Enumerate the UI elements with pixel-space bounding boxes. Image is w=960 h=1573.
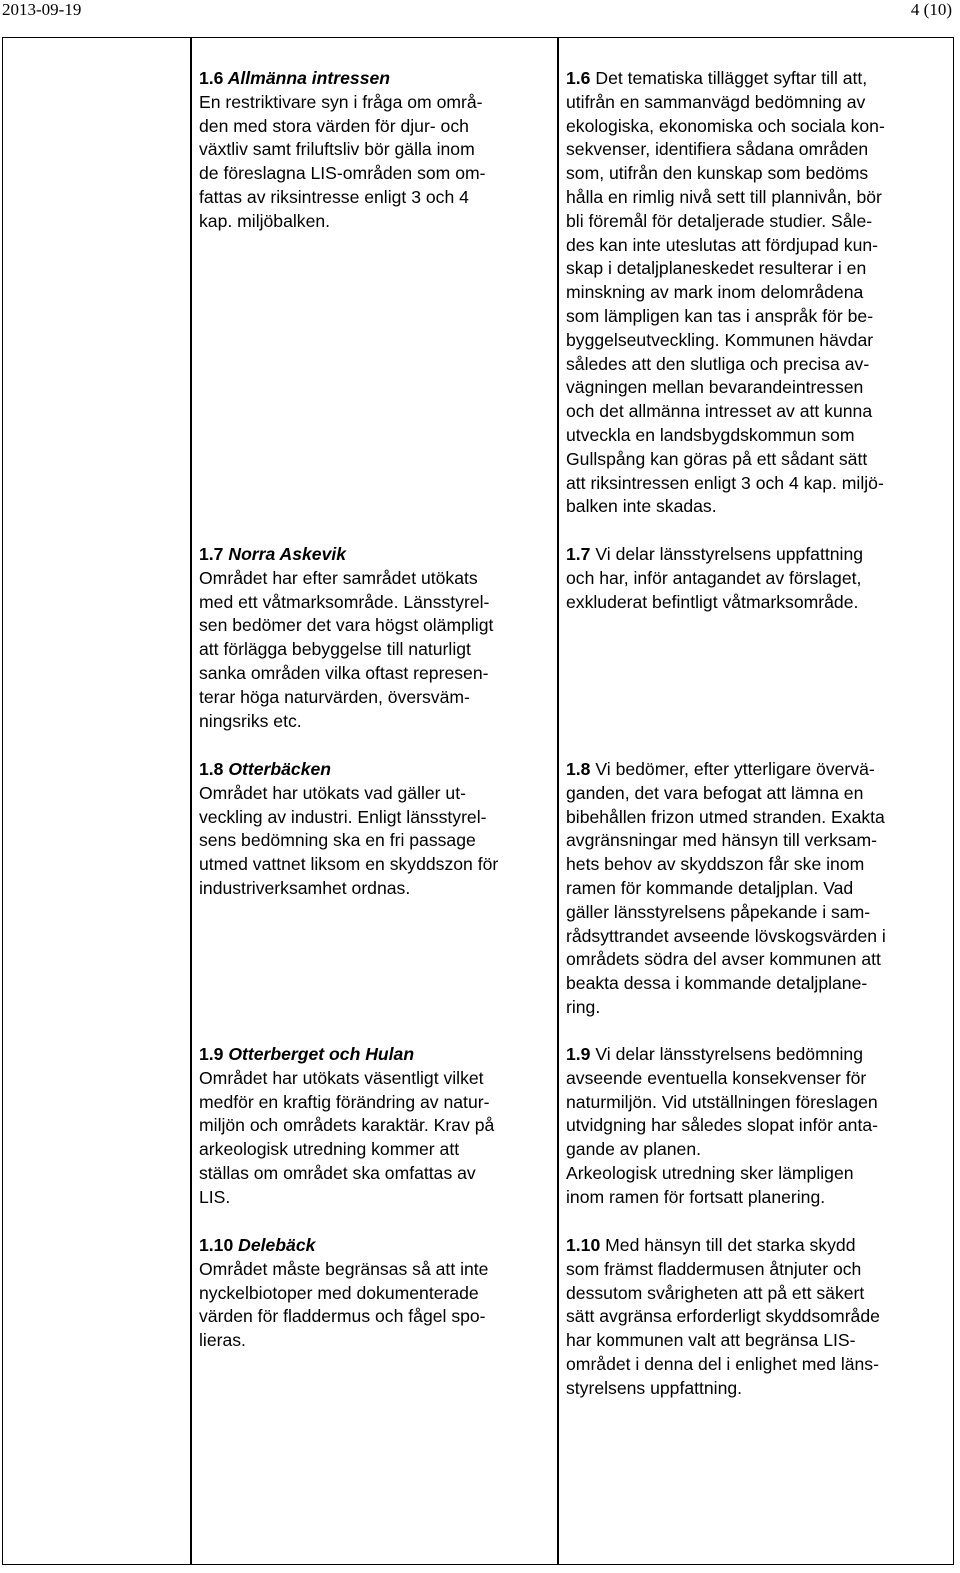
item-title: Allmänna intressen <box>223 68 391 88</box>
table-divider-right <box>557 37 559 1565</box>
item-body: Området måste begränsas så att inte nyckelbiotoper med dokumenterade värden för fladdermus och fågel spo- lieras. <box>199 1258 489 1351</box>
item-body: Vi bedömer, efter ytterligare övervä- ganden, det vara befogat att lämna en bibehållen frizon utmed stranden. Exakta avgränsningar med hänsyn till verksam- hets behov av skyddszon får ske inom ramen för kommande detaljplan. Vad gäller länsstyrelsens påpekande i sam- rådsyttrandet avseende lövskogsvärden i områdets södra del avser kommunen att beakta dessa i kommande detaljplane- ring. <box>566 759 886 1017</box>
left-item-1-9 <box>199 1043 551 1210</box>
item-body: Vi delar länsstyrelsens uppfattning och har, inför antagandet av förslaget, exkluderat befintligt våtmarksområde. <box>566 544 864 612</box>
table-divider-left <box>190 37 192 1565</box>
header-date: 2013-09-19 <box>2 0 82 19</box>
item-number: 1.8 <box>566 759 591 779</box>
item-number: 1.8 <box>199 759 224 779</box>
header-page-number: 4 (10) <box>910 0 952 19</box>
item-body: Med hänsyn till det starka skydd som främst fladdermusen åtnjuter och dessutom svårigheten att på ett säkert sätt avgränsa erforderligt skyddsområde har kommunen valt att begränsa LIS- området i denna del i enlighet med läns- styrelsens uppfattning. <box>566 1235 880 1398</box>
item-body: En restriktivare syn i fråga om områ- den med stora värden för djur- och växtliv samt friluftsliv bör gälla inom de föreslagna LIS-områden som om- fattas av riksintresse enligt 3 och 4 kap. miljöbalken. <box>199 91 486 231</box>
item-title: Delebäck <box>233 1235 316 1255</box>
item-title: Norra Askevik <box>223 544 347 564</box>
item-number: 1.7 <box>199 544 224 564</box>
right-item-1-9 <box>566 1043 946 1210</box>
item-number: 1.9 <box>199 1044 224 1064</box>
right-item-1-10 <box>566 1234 946 1401</box>
left-item-1-6 <box>199 67 551 234</box>
item-title: Otterberget och Hulan <box>223 1044 415 1064</box>
item-body: Området har utökats vad gäller ut- veckling av industri. Enligt länsstyrel- sens bedömning ska en fri passage utmed vattnet liksom en skyddszon för industriverksamhet ordnas. <box>199 782 499 898</box>
item-body: Området har efter samrådet utökats med ett våtmarksområde. Länsstyrel- sen bedömer det vara högst olämpligt att förlägga bebyggelse till naturligt sanka områden vilka oftast represen- terar höga naturvärden, översväm- ningsriks etc. <box>199 567 494 731</box>
item-body: Det tematiska tillägget syftar till att, utifrån en sammanvägd bedömning av ekologiska, ekonomiska och sociala kon- sekvenser, identifiera sådana områden som, utifrån den kunskap som bedöms hålla en rimlig nivå sett till plannivån, bör bli föremål för detaljerade studier. Såle- des kan inte uteslutas att fördjupad kun- skap i detaljplaneskedet resulterar i en minskning av mark inom delområdena som lämpligen kan tas i anspråk för be- byggelseutveckling. Kommunen hävdar således att den slutliga och precisa av- vägningen mellan bevarandeintressen och det allmänna intresset av att kunna utveckla en landsbygdskommun som Gullspång kan göras på ett sådant sätt att riksintressen enligt 3 och 4 kap. miljö- balken inte skadas. <box>566 68 885 517</box>
right-item-1-7 <box>566 543 946 614</box>
item-body: Vi delar länsstyrelsens bedömning avseende eventuella konsekvenser för naturmiljön. Vid utställningen föreslagen utvidgning har således slopat inför anta- gande av planen. Arkeologisk utredning sker lämpligen inom ramen för fortsatt planering. <box>566 1044 878 1207</box>
item-number: 1.7 <box>566 544 591 564</box>
item-number: 1.10 <box>566 1235 601 1255</box>
item-number: 1.9 <box>566 1044 591 1064</box>
right-item-1-6 <box>566 67 946 519</box>
item-number: 1.6 <box>199 68 224 88</box>
left-item-1-8 <box>199 758 551 901</box>
item-body: Området har utökats väsentligt vilket medför en kraftig förändring av natur- miljön och områdets karaktär. Krav på arkeologisk utredning kommer att ställas om området ska omfattas av LIS. <box>199 1067 495 1207</box>
item-number: 1.6 <box>566 68 591 88</box>
right-item-1-8 <box>566 758 946 1020</box>
item-number: 1.10 <box>199 1235 234 1255</box>
left-item-1-10 <box>199 1234 551 1353</box>
left-item-1-7 <box>199 543 551 733</box>
item-title: Otterbäcken <box>223 759 332 779</box>
